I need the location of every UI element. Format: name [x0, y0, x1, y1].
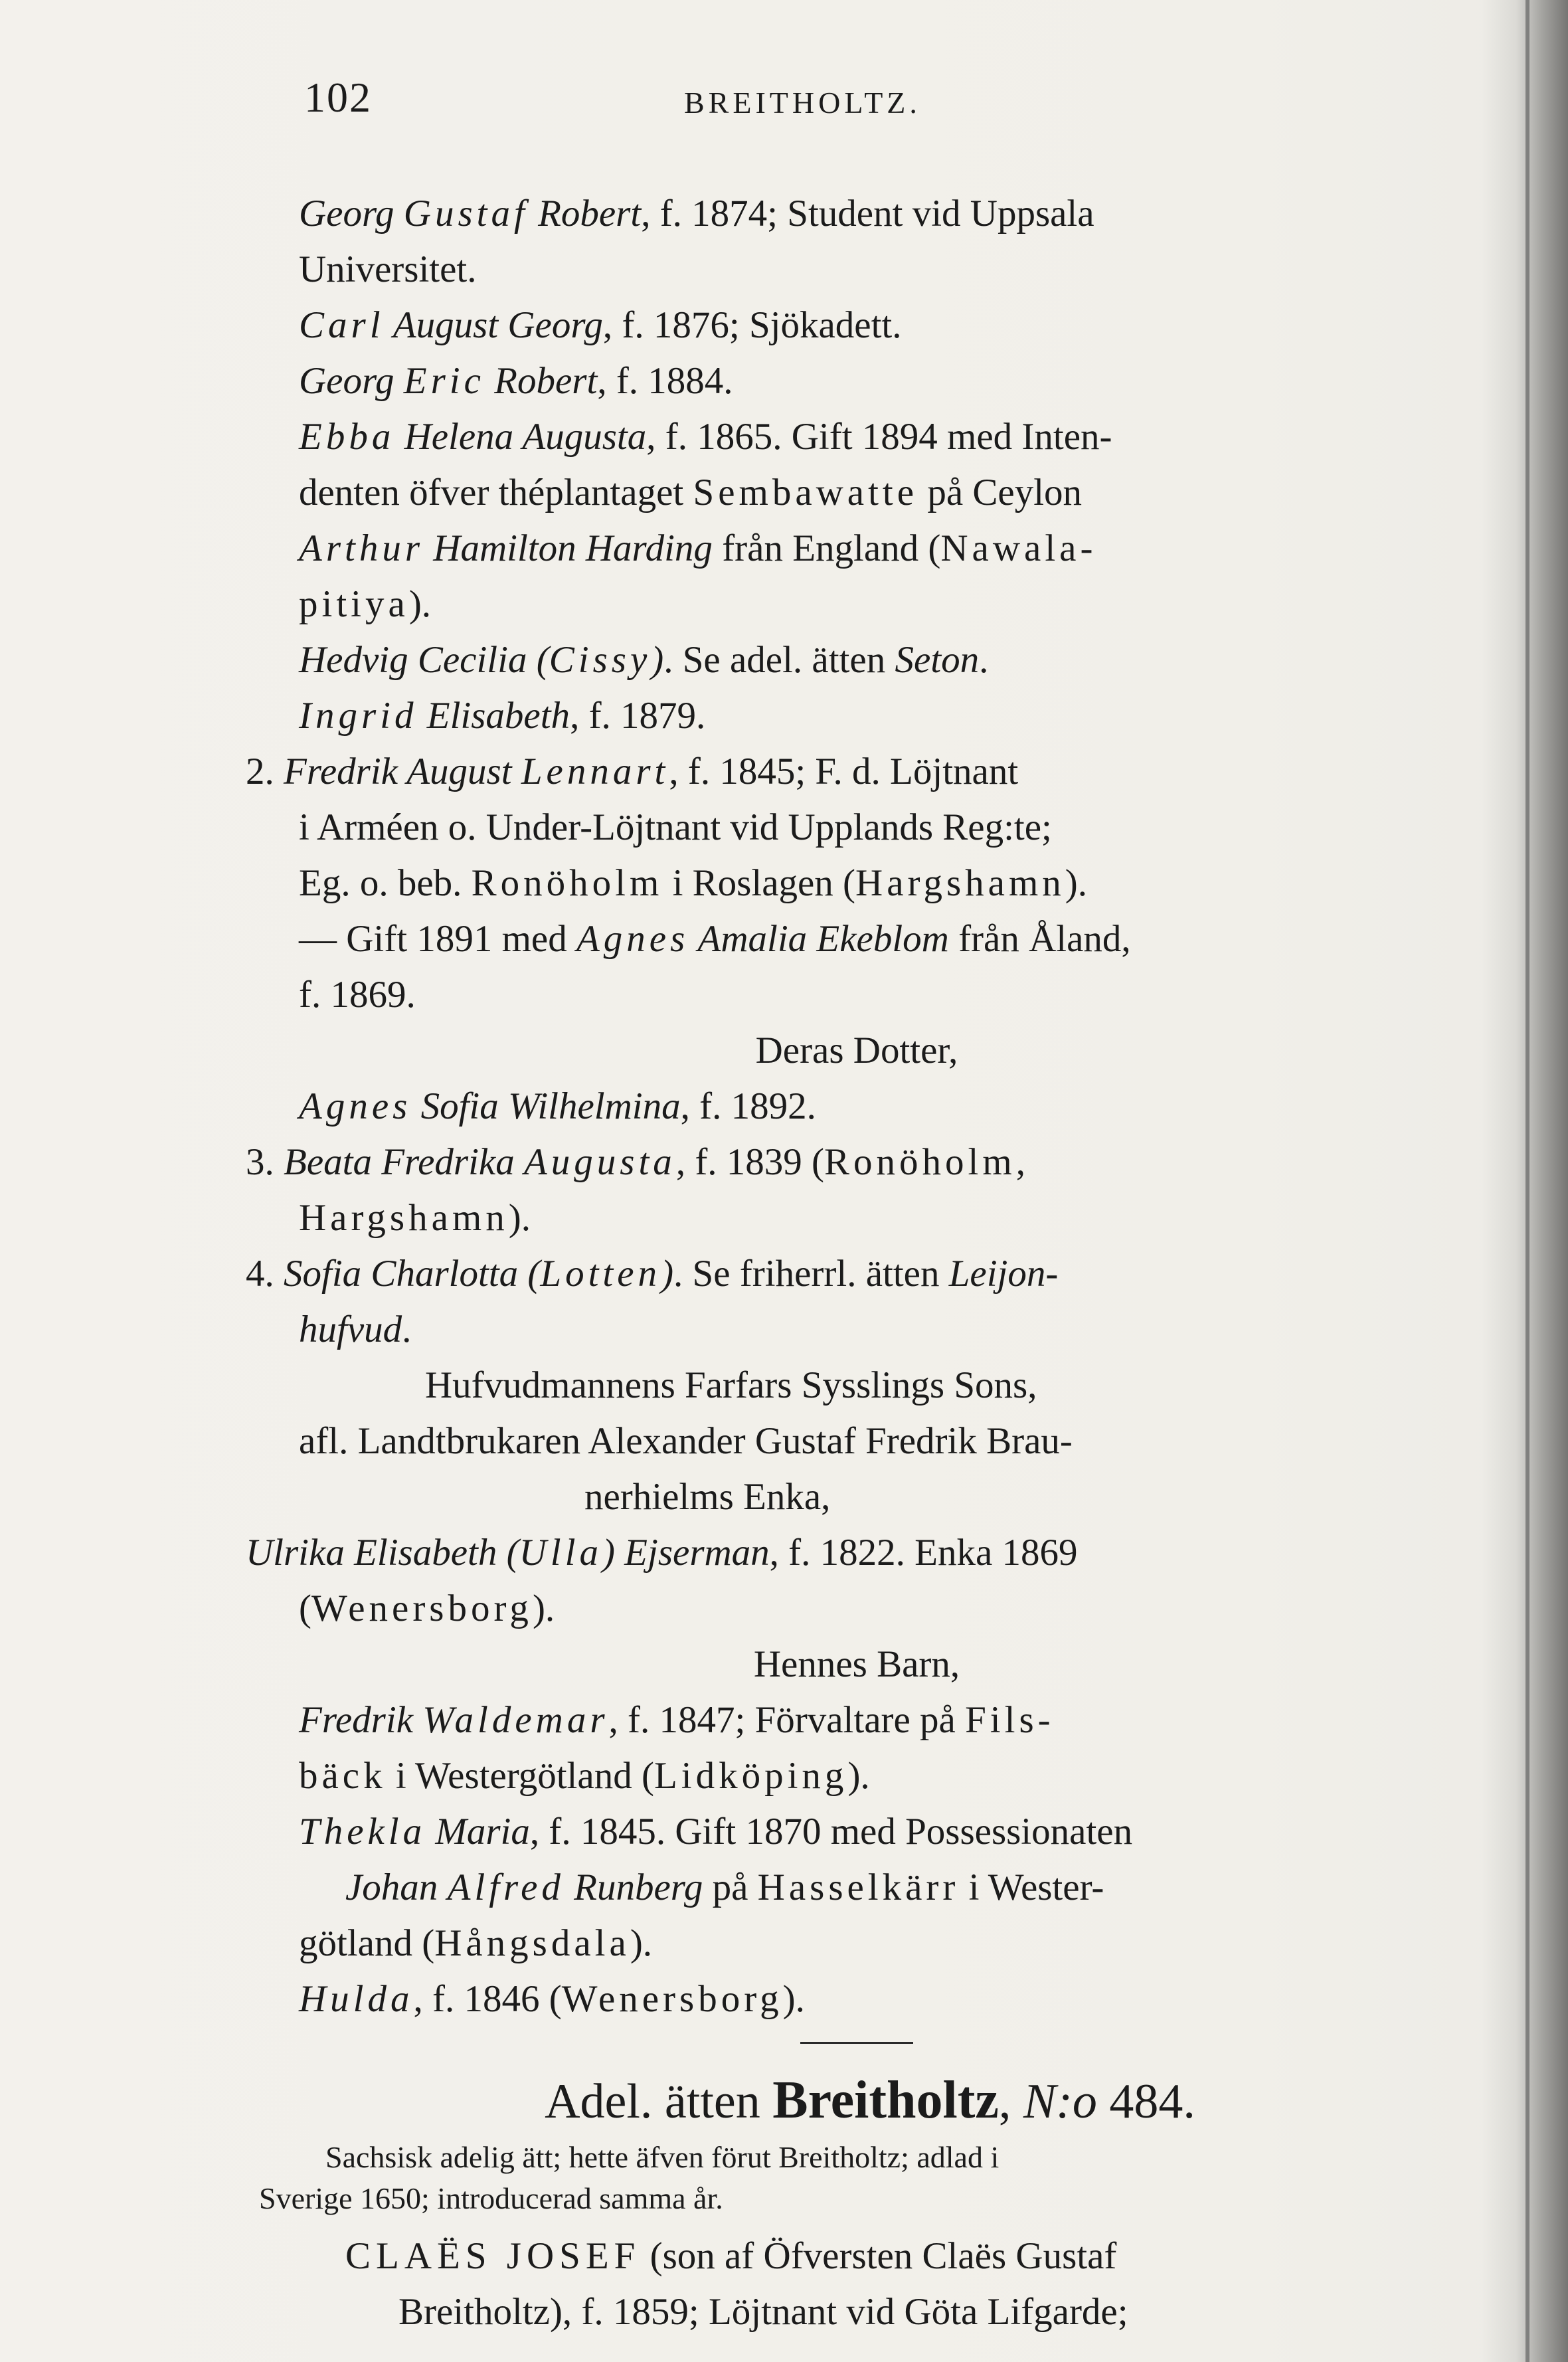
text-segment: ,: [1015, 1141, 1025, 1183]
text-segment: Wenersborg: [311, 1588, 533, 1629]
text-line: [286, 577, 1428, 632]
text-segment: Eric: [403, 360, 485, 402]
text-line: [246, 744, 1428, 800]
text-segment: Sembawatte: [693, 472, 918, 513]
text-line: [286, 1637, 1428, 1692]
text-segment: ).: [532, 1588, 555, 1629]
text-line: [286, 1190, 1428, 1246]
text-segment: Georg: [299, 193, 404, 234]
text-segment: (: [299, 1588, 311, 1629]
text-segment: ) Ejserman: [602, 1532, 770, 1574]
text-line: [286, 911, 1428, 967]
text-segment: , f. 1876; Sjökadett.: [602, 304, 902, 346]
text-line: [286, 465, 1428, 521]
text-segment: , f. 1822. Enka 1869: [769, 1532, 1078, 1574]
text-segment: ).: [408, 583, 432, 625]
text-segment: Hennes Barn,: [753, 1643, 960, 1685]
text-segment: på: [703, 1866, 758, 1908]
text-segment: Wenersborg: [561, 1978, 783, 2020]
genealogy-text: [246, 186, 1428, 2340]
page-header: [0, 73, 1568, 133]
text-segment: pitiya: [299, 583, 409, 625]
text-line: [286, 1302, 1428, 1358]
text-segment: , f. 1874; Student vid Uppsala: [641, 193, 1094, 234]
text-segment: från Åland,: [948, 918, 1131, 960]
page-number: 102: [304, 74, 372, 121]
section-title: Adel. ätten Breitholtz, N:o 484.: [545, 2071, 1195, 2130]
text-segment: Lennart: [521, 751, 669, 792]
text-segment: i Roslagen (: [663, 862, 856, 904]
text-segment: Hedvig Cecilia (: [299, 639, 549, 681]
text-segment: Ulla: [519, 1532, 602, 1574]
text-segment: .: [979, 639, 989, 681]
text-segment: götland (: [299, 1922, 435, 1964]
text-segment: Elisabeth: [417, 695, 570, 737]
text-line: [286, 1581, 1428, 1637]
text-segment: Ebba: [299, 416, 395, 458]
text-segment: Agnes: [576, 918, 689, 960]
text-segment: Hulda: [299, 1978, 414, 2020]
text-line: [286, 1748, 1428, 1804]
text-segment: Georg: [299, 360, 404, 402]
text-segment: .: [402, 1309, 412, 1350]
text-segment: Lidköping: [653, 1755, 848, 1797]
text-line: [286, 688, 1428, 744]
text-segment: Johan: [345, 1866, 448, 1908]
text-line: [286, 1971, 1428, 2027]
text-line: [246, 1246, 1428, 1302]
text-segment: ): [661, 1253, 674, 1295]
text-segment: Hufvudmannens Farfars Sysslings Sons,: [425, 1364, 1037, 1406]
text-line: [286, 1469, 1428, 1525]
title-name: Breitholtz: [772, 2071, 999, 2130]
text-segment: Beata Fredrika: [284, 1141, 524, 1183]
text-segment: ).: [1065, 862, 1088, 904]
intro-line-1: Sachsisk adelig ätt; hette äfven förut Breitholtz; adlad i: [325, 2140, 1000, 2174]
text-segment: Sofia Wilhelmina: [411, 1085, 681, 1127]
text-segment: Augusta: [523, 1141, 676, 1183]
text-line: [286, 1023, 1428, 1079]
entry-lines: [246, 186, 1428, 2027]
text-line: [286, 1079, 1428, 1135]
text-segment: Eg. o. beb.: [299, 862, 472, 904]
text-line: [286, 1804, 1428, 1860]
text-segment: Amalia Ekeblom: [689, 918, 949, 960]
title-prefix: Adel. ätten: [545, 2074, 760, 2129]
claes-line-2: Breitholtz), f. 1859; Löjtnant vid Göta Lifgarde;: [398, 2291, 1128, 2333]
text-segment: Ulrika Elisabeth (: [246, 1532, 519, 1574]
text-segment: bäck: [299, 1755, 387, 1797]
text-segment: Waldemar: [422, 1699, 609, 1741]
page-edge-line: [1525, 0, 1529, 2362]
text-segment: , f. 1839 (: [675, 1141, 825, 1183]
text-line: [286, 409, 1428, 465]
text-segment: Runberg: [564, 1866, 703, 1908]
title-number: 484.: [1109, 2074, 1195, 2129]
text-segment: Lotten: [540, 1253, 661, 1295]
text-segment: Cissy: [549, 639, 652, 681]
text-segment: i Westergötland (: [386, 1755, 654, 1797]
text-segment: Ronöholm: [824, 1141, 1016, 1183]
text-segment: August Georg: [384, 304, 603, 346]
text-line: [286, 1692, 1428, 1748]
text-line: [286, 242, 1428, 298]
text-segment: , f. 1845. Gift 1870 med Possessionaten: [529, 1811, 1133, 1853]
text-segment: Thekla: [299, 1811, 426, 1853]
text-segment: , f. 1845; F. d. Löjtnant: [669, 751, 1019, 792]
book-spine-shadow: [1482, 0, 1568, 2362]
text-line: [286, 632, 1428, 688]
text-line: [286, 353, 1428, 409]
text-segment: Hargshamn: [299, 1197, 509, 1239]
claes-name: CLAËS JOSEF: [345, 2235, 641, 2277]
text-line: [286, 1860, 1428, 1916]
running-head: BREITHOLTZ.: [684, 86, 921, 120]
text-segment: ).: [847, 1755, 870, 1797]
text-segment: Deras Dotter,: [755, 1030, 958, 1071]
text-segment: denten öfver théplantaget: [299, 472, 693, 513]
text-segment: Fredrik: [299, 1699, 423, 1741]
text-segment: Nawala-: [940, 527, 1097, 569]
text-segment: Sofia Charlotta (: [284, 1253, 541, 1295]
text-segment: Ingrid: [299, 695, 418, 737]
text-line: [286, 186, 1428, 242]
text-segment: ).: [508, 1197, 531, 1239]
text-segment: Fredrik August: [284, 751, 521, 792]
text-line: [286, 856, 1428, 911]
text-segment: , f. 1847; Förvaltare på: [608, 1699, 966, 1741]
text-segment: Robert: [528, 193, 642, 234]
text-segment: Helena Augusta: [394, 416, 647, 458]
text-segment: f. 1869.: [299, 974, 416, 1016]
text-segment: Robert: [484, 360, 598, 402]
text-segment: Arthur: [299, 527, 424, 569]
text-segment: på Ceylon: [918, 472, 1083, 513]
text-segment: , f. 1879.: [570, 695, 706, 737]
text-segment: Alfred: [447, 1866, 565, 1908]
section-rule: [800, 2042, 913, 2044]
text-line: [246, 1135, 1428, 1190]
text-segment: Leijon-: [948, 1253, 1059, 1295]
text-segment: ).: [630, 1922, 653, 1964]
text-line: [286, 1413, 1428, 1469]
text-segment: Carl: [299, 304, 385, 346]
text-segment: Universitet.: [299, 248, 477, 290]
text-segment: Seton: [895, 639, 980, 681]
text-segment: ).: [782, 1978, 805, 2020]
text-line: [286, 967, 1428, 1023]
text-segment: , f. 1884.: [597, 360, 733, 402]
text-segment: i Wester-: [959, 1866, 1104, 1908]
text-segment: , f. 1892.: [680, 1085, 816, 1127]
text-line: [246, 1525, 1428, 1581]
text-segment: Fils-: [965, 1699, 1055, 1741]
text-segment: — Gift 1891 med: [299, 918, 576, 960]
text-segment: , f. 1865. Gift 1894 med Inten-: [646, 416, 1112, 458]
text-segment: från England (: [712, 527, 941, 569]
text-segment: . Se adel. ätten: [663, 639, 895, 681]
claes-rest: (son af Öfversten Claës Gustaf: [650, 2235, 1117, 2277]
text-line: [286, 298, 1428, 353]
claes-line-1: [286, 2228, 1428, 2284]
text-segment: , f. 1846 (: [413, 1978, 562, 2020]
text-segment: nerhielms Enka,: [584, 1476, 831, 1518]
text-segment: . Se friherrl. ätten: [673, 1253, 949, 1295]
text-segment: afl. Landtbrukaren Alexander Gustaf Fredrik Brau-: [299, 1420, 1073, 1462]
title-no-label: N:o: [1023, 2074, 1097, 2129]
text-segment: Agnes: [299, 1085, 412, 1127]
text-segment: 4.: [246, 1253, 284, 1295]
text-segment: Maria: [426, 1811, 530, 1853]
text-line: [286, 800, 1428, 856]
text-segment: 2.: [246, 751, 284, 792]
text-segment: ): [651, 639, 664, 681]
intro-line-2: Sverige 1650; introducerad samma år.: [259, 2181, 723, 2215]
text-line: [286, 521, 1428, 577]
text-segment: hufvud: [299, 1309, 402, 1350]
text-segment: Ronöholm: [471, 862, 663, 904]
text-line: [286, 1916, 1428, 1971]
text-segment: Hargshamn: [855, 862, 1065, 904]
text-segment: 3.: [246, 1141, 284, 1183]
text-segment: Hasselkärr: [757, 1866, 960, 1908]
text-line: [286, 1358, 1428, 1413]
text-segment: i Arméen o. Under-Löjtnant vid Upplands Reg:te;: [299, 806, 1052, 848]
text-segment: Hångsdala: [434, 1922, 630, 1964]
text-segment: Gustaf: [403, 193, 529, 234]
text-segment: Hamilton Harding: [424, 527, 713, 569]
